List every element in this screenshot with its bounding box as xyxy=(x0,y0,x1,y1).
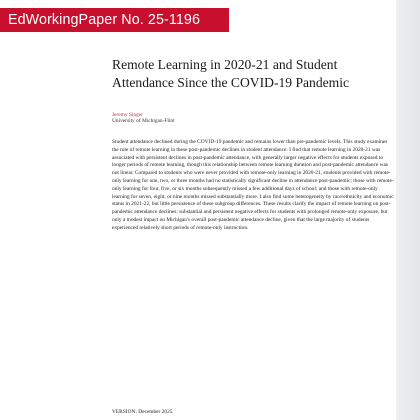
abstract-text: Student attendance declined during the COVID-19 pandemic and remains lower than pre-pandemic levels. This study examines the role of remote learning in these post-pandemic declines in student attendance. I find that remote learning in 2020-21 was associated with persistent declines in post-pandemic attendance, with generally larger negative effects for students exposed to longer periods of remote learning, though this relationship between remote learning duration and post-pandemic attendance was not linear. Compared to students who were never provided with remote-only learning in 2020-21, students provided with remote-only learning for one, two, or three months had no statistically significant decline in attendance post-pandemic; those with remote-only learning for four, five, or six months subsequently missed a few additional days of school; and those with remote-only learning for seven, eight, or nine months missed substantially more. I also find some heterogeneity by race/ethnicity and economic status in 2021-22, but little persistence of these subgroup differences. These results clarify the impact of remote learning on post-pandemic attendance declines: substantial and persistent negative effects for students with prolonged remote-only exposure, but only a modest impact on Michigan's overall post-pandemic attendance decline, given that the large majority of students experienced relatively short periods of remote-only instruction. xyxy=(112,139,394,231)
author-name: Jeremy Singer xyxy=(112,112,143,118)
version-date: VERSION: December 2025 xyxy=(112,409,173,415)
paper-title: Remote Learning in 2020-21 and Student Attendance Since the COVID-19 Pandemic xyxy=(112,57,350,90)
working-paper-series-banner: EdWorkingPaper No. 25-1196 xyxy=(0,8,229,32)
right-edge-strip xyxy=(396,0,420,420)
author-affiliation: University of Michigan-Flint xyxy=(112,118,175,124)
